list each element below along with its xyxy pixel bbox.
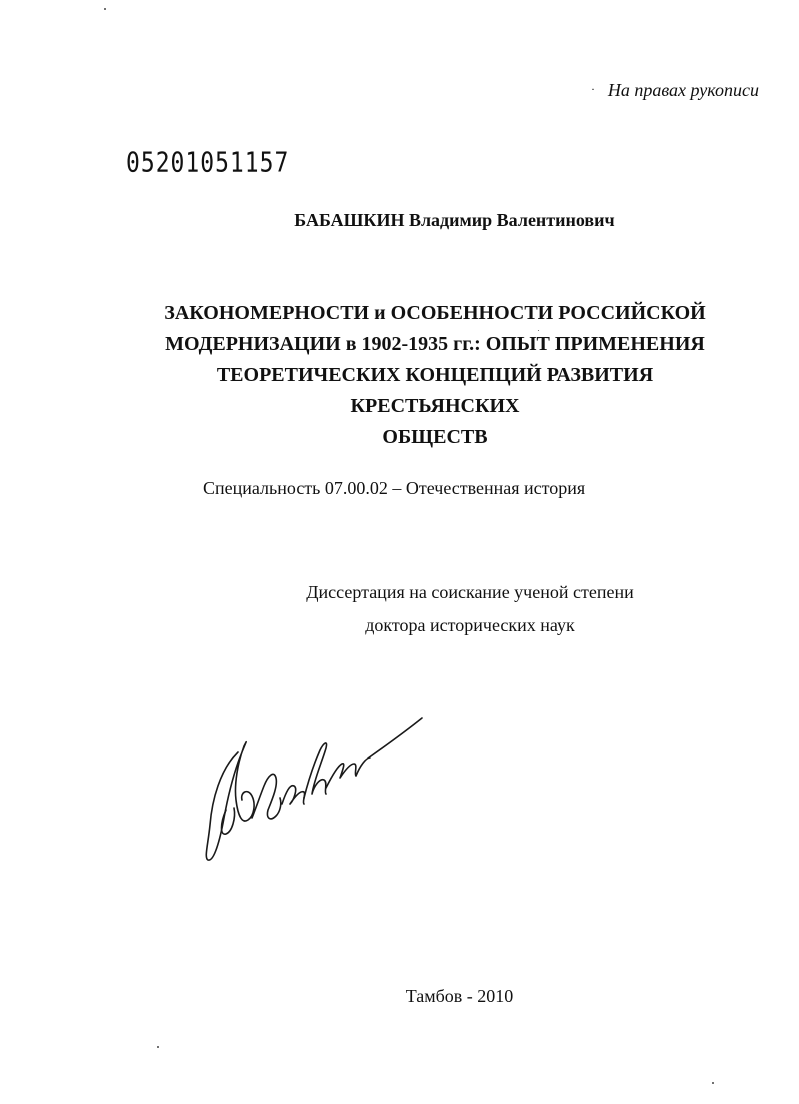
scan-speck [104, 8, 106, 10]
title-line: МОДЕРНИЗАЦИИ в 1902-1935 гг.: ОПЫТ ПРИМЕНЕНИЯ [165, 333, 705, 355]
specialty-line: Специальность 07.00.02 – Отечественная история [203, 478, 586, 498]
author-surname: БАБАШКИН [294, 210, 405, 230]
dissertation-title [150, 298, 720, 453]
degree-line: Диссертация на соискание ученой степени [306, 582, 634, 602]
title-line: ЗАКОНОМЕРНОСТИ и ОСОБЕННОСТИ РОССИЙСКОЙ [164, 302, 706, 324]
title-line: ТЕОРЕТИЧЕСКИХ КОНЦЕПЦИЙ РАЗВИТИЯ КРЕСТЬЯНСКИХ [216, 364, 654, 417]
scan-mark: · [591, 82, 595, 96]
title-line: ОБЩЕСТВ [382, 426, 488, 448]
handwritten-signature [190, 700, 440, 870]
author-given-names: Владимир Валентинович [408, 210, 615, 230]
author-name [0, 210, 799, 231]
place-year: Тамбов - 2010 [405, 986, 514, 1006]
scan-speck [538, 330, 539, 331]
scan-speck [157, 1046, 159, 1048]
degree-statement [260, 576, 680, 642]
rights-note: На правах рукописи [607, 80, 759, 100]
registration-number: 05201051157 [126, 148, 290, 179]
scan-speck [712, 1082, 714, 1084]
degree-line: доктора исторических наук [365, 615, 575, 635]
